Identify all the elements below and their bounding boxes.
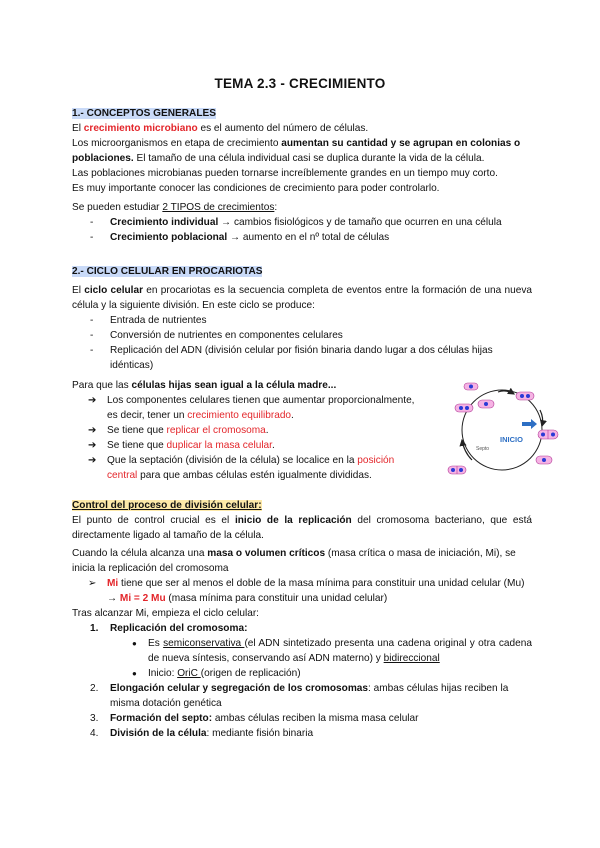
cycle-path: [462, 390, 542, 470]
cell-icon: [538, 430, 558, 439]
cell-icon: [448, 466, 466, 474]
arrow-item: ➔ Se tiene que duplicar la masa celular.: [88, 440, 275, 451]
paragraph: El punto de control crucial es el inicio de la replicación del cromosoma bacteriano, que está directamente ligado al tamaño de la célula.: [72, 515, 532, 541]
cell-icon: [516, 392, 534, 400]
paragraph: Es muy importante conocer las condiciones de crecimiento para poder controlarlo.: [72, 183, 440, 194]
start-arrow-icon: [522, 419, 537, 429]
section-conceptos: [72, 106, 532, 245]
paragraph: El crecimiento microbiano es el aumento del número de células.: [72, 123, 369, 134]
numbered-item: 2. Elongación celular y segregación de los cromosomas: ambas células hijas reciben la misma dotación genética: [90, 683, 509, 709]
cell-icon: [455, 404, 473, 412]
numbered-item: 3. Formación del septo: ambas células reciben la misma masa celular: [90, 713, 419, 724]
arrow-item: ➔ Se tiene que replicar el cromosoma.: [88, 425, 269, 436]
arrow-item: ➔ Los componentes celulares tienen que aumentar proporcionalmente, es decir, tener un crecimiento equilibrado.: [88, 395, 415, 421]
page-title: TEMA 2.3 - CRECIMIENTO: [214, 76, 386, 91]
paragraph: Para que las células hijas sean igual a la célula madre...: [72, 380, 337, 391]
list-item: - Replicación del ADN (división celular por fisión binaria dando lugar a dos células hijas idénticas): [90, 345, 493, 371]
diagram-septum-label: Septo: [476, 446, 490, 452]
numbered-item: 4. División de la célula: mediante fisión binaria: [90, 728, 314, 739]
numbered-item: 1. Replicación del cromosoma:: [90, 623, 248, 634]
bullet-item: ● Inicio: OriC (origen de replicación): [132, 668, 301, 679]
cell-cycle-diagram: [442, 378, 560, 484]
section-heading-2: 2.- CICLO CELULAR EN PROCARIOTAS: [72, 266, 263, 277]
section-heading-3: Control del proceso de división celular:: [72, 500, 262, 511]
section-control: [72, 498, 532, 741]
paragraph: Los microorganismos en etapa de crecimiento aumentan su cantidad y se agrupan en colonias o poblaciones. El tamaño de una célula individual casi se duplica durante la vida de la célula.: [72, 138, 521, 164]
list-item: - Crecimiento poblacional → aumento en el nº total de células: [90, 232, 390, 243]
cell-icon: [536, 456, 552, 464]
list-item: - Entrada de nutrientes: [90, 315, 207, 326]
section-heading-1: 1.- CONCEPTOS GENERALES: [72, 108, 216, 119]
cell-icon: [478, 400, 494, 408]
paragraph: Se pueden estudiar 2 TIPOS de crecimientos:: [72, 202, 278, 213]
cell-icon: [464, 383, 478, 390]
diagram-start-label: INICIO: [500, 435, 523, 444]
list-item: - Conversión de nutrientes en componentes celulares: [90, 330, 343, 341]
bullet-item: ● Es semiconservativa (el ADN sintetizado presenta una cadena original y otra cadena de nueva síntesis, conservando así ADN materno) y bidireccional: [132, 638, 532, 664]
arrow-item: ➢ Mi tiene que ser al menos el doble de la masa mínima para constituir una unidad celular (Mu) → Mi = 2 Mu (masa mínima para constituir una unidad celular): [88, 578, 525, 604]
paragraph: El ciclo celular en procariotas es la secuencia completa de eventos entre la formación de una nueva célula y la siguiente división. En este ciclo se produce:: [72, 285, 532, 311]
arrow-item: ➔ Que la septación (división de la célula) se localice en la posición central para que ambas células estén igualmente divididas.: [88, 455, 395, 481]
paragraph: Tras alcanzar Mi, empieza el ciclo celular:: [72, 608, 259, 619]
list-item: - Crecimiento individual → cambios fisiológicos y de tamaño que ocurren en una célula: [90, 217, 502, 228]
paragraph: Las poblaciones microbianas pueden tornarse increíblemente grandes en un tiempo muy corto.: [72, 168, 498, 179]
highlight-term: crecimiento microbiano: [83, 123, 198, 134]
paragraph: Cuando la célula alcanza una masa o volumen críticos (masa crítica o masa de iniciación, Mi), se inicia la replicación del cromosoma: [72, 548, 516, 574]
